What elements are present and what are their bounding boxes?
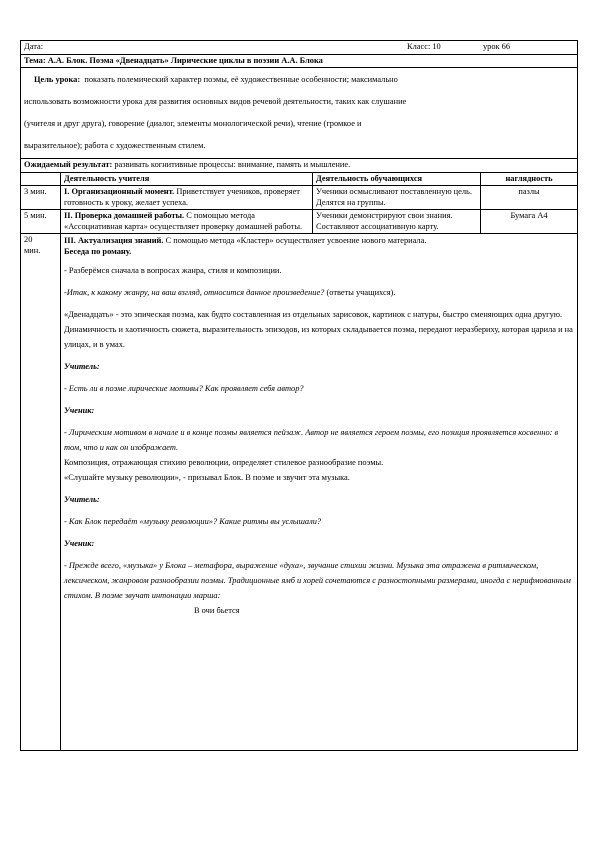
goal-text-2: использовать возможности урока для развития основных видов речевой деятельности, таких как слушание [24,97,407,106]
goal-cell [21,68,578,159]
paragraph-3: «Двенадцать» - это эпическая поэма, как будто составленная из отдельных зарисовок, картинок с натуры, быстро сменяющих одна другую. Динамичность и хаотичность сюжета, выразительность эпизодов, из которых складывается поэма, передают неразбериху, которая царила и на улицах, и в умах. [64,310,573,349]
lesson-plan-table [20,40,578,751]
row-teacher [61,186,313,210]
topic-text: А.А. Блок. Поэма «Двенадцать» Лирические циклы в поэзии А.А. Блока [47,55,323,65]
section-title: III. Актуализация знаний. [64,236,164,245]
goal-text-4: выразительное); работа с художественным стилем. [24,141,206,150]
date-cell [21,41,578,55]
paragraph-music: «Слушайте музыку революции», - призывал Блок. В поэме и звучит эта музыка. [64,473,350,482]
main-content [61,234,578,751]
question-genre-tail: (ответы учащихся). [324,288,396,297]
row-teacher-text: Приветствует учеников, проверяет готовность к уроку, желает успеха. [64,187,300,207]
date-label: Дата: [24,42,44,51]
teacher-label-2: Учитель: [64,495,100,504]
column-header-student: Деятельность обучающихся [313,172,481,186]
question-lyric: - Есть ли в поэме лирические мотивы? Как проявляет себя автор? [64,384,304,393]
goal-text-1: показать полемический характер поэмы, её художественные особенности; максимально [84,75,398,84]
column-header-visual: наглядность [481,172,578,186]
row-teacher-text: С помощью метода «Ассоциативная карта» осуществляет проверку домашней работы. [64,211,303,231]
goal-text-3: (учителя и друг друга), говорение (диалог, элементы монологической речи), чтение (громкое и [24,119,362,128]
class-label: Класс: 10 [407,42,441,51]
question-music: - Как Блок передаёт «музыку революции»? Какие ритмы вы услышали? [64,517,322,526]
column-header-teacher: Деятельность учителя [61,172,313,186]
paragraph-1: - Разберёмся сначала в вопросах жанра, стиля и композиции. [64,266,282,275]
row-time: 5 мин. [21,210,61,234]
main-row [21,234,578,751]
poem-line: В очи бьется [194,606,240,615]
row-teacher [61,210,313,234]
goal-label: Цель урока: [34,75,81,84]
row-student: Ученики демонстрируют свои знания. Составляют ассоциативную карту. [313,210,481,234]
teacher-label-1: Учитель: [64,362,100,371]
expected-label: Ожидаемый результат: [24,160,113,169]
class-lesson [407,42,510,53]
lesson-plan [20,40,577,751]
main-time-line2: мин. [24,245,41,255]
answer-lyric: - Лирическим мотивом в начале и в конце поэмы является пейзаж. Автор не является героем поэмы, его позиция проявляется косвенно: в том, что и как он изображает. [64,428,559,452]
main-time-line1: 20 [24,235,33,244]
date-line [24,42,574,53]
column-header-row [21,172,578,186]
topic-label: Тема: [24,55,46,65]
main-time [21,234,61,751]
question-genre: -Итак, к какому жанру, на ваш взгляд, относится данное произведение? [64,288,325,297]
row-visual: пазлы [481,186,578,210]
section-text: С помощью метода «Кластер» осуществляет усвоение нового материала. [163,236,427,245]
expected-cell [21,159,578,173]
table-row [21,210,578,234]
expected-text: развивать когнитивные процессы: внимание, память и мышление. [112,160,351,169]
column-header-time [21,172,61,186]
row-visual: Бумага А4 [481,210,578,234]
row-teacher-title: II. Проверка домашней работы. [64,211,185,220]
row-student: Ученики осмысливают поставленную цель. Делятся на группы. [313,186,481,210]
expected-row [21,159,578,173]
student-label-2: Ученик: [64,539,95,548]
row-teacher-title: I. Организационный момент. [64,187,175,196]
conversation-title: Беседа по роману. [64,247,132,256]
table-row [21,186,578,210]
header-row [21,41,578,55]
goal-row [21,68,578,159]
student-label-1: Ученик: [64,406,95,415]
lesson-label: урок 66 [482,42,511,51]
topic-row [21,54,578,68]
paragraph-composition: Композиция, отражающая стихию революции, определяет стилевое разнообразие поэмы. [64,458,384,467]
topic-cell [21,54,578,68]
row-time: 3 мин. [21,186,61,210]
answer-music: - Прежде всего, «музыка» у Блока – метафора, выражение «духа», звучание стихии жизни. Музыка эта отражена в ритмическом, лексическом, жанровом разнообразии поэмы. Традиционные ямб и хорей сочетаются с разностопными размерами, иногда с нерифмованным стихом. В поэме звучат интонации марша: [64,561,571,600]
